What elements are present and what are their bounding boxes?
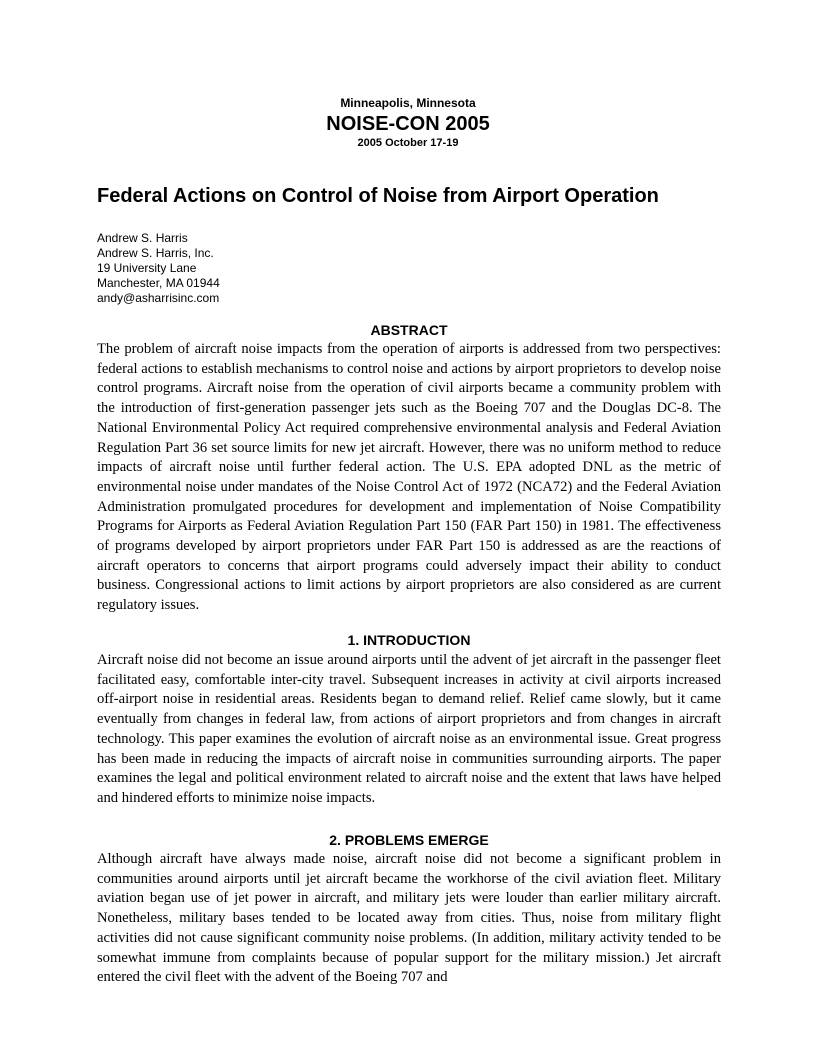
conference-dates: 2005 October 17-19 xyxy=(357,137,459,149)
author-city-state: Manchester, MA 01944 xyxy=(97,276,220,290)
author-block xyxy=(97,231,220,306)
paper-title: Federal Actions on Control of Noise from Airport Operation xyxy=(97,185,659,207)
abstract-body: The problem of aircraft noise impacts from the operation of airports is addressed from two perspectives: federal actions to establish mechanisms to control noise and actions by airport proprietors to develop noise control programs. Aircraft noise from the operation of civil airports became a community problem with the introduction of first-generation passenger jets such as the Boeing 707 and the Douglas DC-8. The National Environmental Policy Act required comprehensive environmental analysis and Federal Aviation Regulation Part 36 set source limits for new jet aircraft. However, there was no uniform method to reduce impacts of aircraft noise until further federal action. The U.S. EPA adopted DNL as the metric of environmental noise under mandates of the Noise Control Act of 1972 (NCA72) and the Federal Aviation Administration promulgated procedures for development and implementation of Noise Compatibility Programs for Airports as Federal Aviation Regulation Part 150 (FAR Part 150) in 1981. The effectiveness of programs developed by airport proprietors under FAR Part 150 is addressed as are the reactions of aircraft operators to concerns that airport programs could adversely impact their ability to conduct business. Congressional actions to limit actions by airport proprietors are also considered as are current regulatory issues. xyxy=(97,341,721,614)
author-affiliation: Andrew S. Harris, Inc. xyxy=(97,246,214,260)
author-name: Andrew S. Harris xyxy=(97,231,188,245)
conference-location: Minneapolis, Minnesota xyxy=(340,96,476,110)
author-street-address: 19 University Lane xyxy=(97,261,197,275)
author-email: andy@asharrisinc.com xyxy=(97,291,220,305)
problems-emerge-body: Although aircraft have always made noise, aircraft noise did not become a significant problem in communities around airports until jet aircraft became the workhorse of the civil aviation fleet. Military aviation began use of jet power in aircraft, and military jets were louder than earlier military aircraft. Nonetheless, military bases tended to be located away from cities. Thus, noise from military flight activities did not cause significant community noise problems. (In addition, military activity tended to be somewhat immune from complaints because of popular support for the military mission.) Jet aircraft entered the civil fleet with the advent of the Boeing 707 and xyxy=(97,851,721,986)
problems-emerge-heading: 2. PROBLEMS EMERGE xyxy=(329,832,489,848)
introduction-heading: 1. INTRODUCTION xyxy=(347,632,471,648)
introduction-body: Aircraft noise did not become an issue around airports until the advent of jet aircraft in the passenger fleet facilitated easy, comfortable inter-city travel. Subsequent increases in activity at civil airports increased off-airport noise in residential areas. Residents began to demand relief. Relief came slowly, but it came eventually from changes in federal law, from actions of airport proprietors and from changes in aircraft technology. This paper examines the evolution of aircraft noise as an environmental issue. Great progress has been made in reducing the impacts of aircraft noise in communities surrounding airports. The paper examines the legal and political environment related to aircraft noise and the extent that laws have helped and hindered efforts to minimize noise impacts. xyxy=(97,652,721,806)
conference-name: NOISE-CON 2005 xyxy=(326,113,490,135)
abstract-heading: ABSTRACT xyxy=(370,322,448,338)
